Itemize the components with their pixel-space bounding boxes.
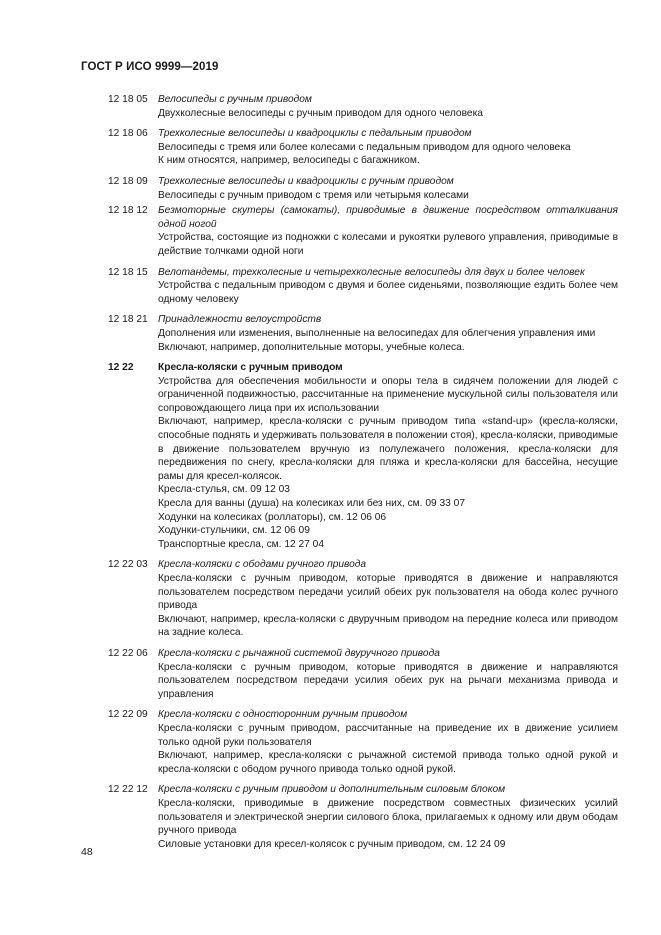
entry-12-18-06 bbox=[108, 127, 618, 168]
document-header: ГОСТ Р ИСО 9999—2019 bbox=[81, 61, 219, 73]
entry-title: Кресла-коляски с рычажной системой двуручного привода bbox=[158, 647, 440, 659]
entry-title: Принадлежности велоустройств bbox=[158, 314, 322, 326]
entry-code: 12 22 09 bbox=[108, 709, 148, 721]
entry-12-22-12 bbox=[108, 783, 618, 851]
entry-text: Кресла-коляски с ручным приводом, которые приводятся в движение и направляются пользователем посредством передачи усилия обеих рук на рычаги механизма привода и управления bbox=[158, 661, 618, 700]
entry-12-18-12 bbox=[108, 204, 618, 258]
entry-12-18-21 bbox=[108, 313, 618, 354]
entry-code: 12 22 03 bbox=[108, 559, 148, 571]
entry-text: Устройства для обеспечения мобильности и опоры тела в сидячем положении для людей с ограниченной подвижностью, рассчитанные на применение мускульной силы пользователя или сопровождающего лица при их использовании bbox=[158, 375, 618, 414]
cross-reference: Силовые установки для кресел-колясок с ручным приводом, см. 12 24 09 bbox=[158, 838, 506, 850]
entry-title: Велосипеды с ручным приводом bbox=[158, 94, 312, 105]
entry-code: 12 18 09 bbox=[108, 175, 148, 187]
entry-text: Велосипеды с ручным приводом с тремя или четырьмя колесами bbox=[158, 189, 469, 201]
entry-text: Включают, например, кресла-коляски с двуручным приводом на передние колеса или приводом на задние колеса. bbox=[158, 613, 618, 639]
entry-12-18-05 bbox=[108, 93, 618, 120]
entry-code: 12 18 12 bbox=[108, 205, 148, 217]
entry-text: Кресла-коляски с ручным приводом, которые приводятся в движение и направляются пользователем посредством передачи усилий обеих рук пользователя на обода колес ручного привода bbox=[158, 573, 618, 612]
cross-reference: Ходунки на колесиках (роллаторы), см. 12 06 06 bbox=[158, 511, 387, 523]
entry-title: Безмоторные скутеры (самокаты), приводимые в движение посредством отталкивания одной ногой bbox=[158, 205, 618, 230]
cross-reference: Ходунки-стульчики, см. 12 06 09 bbox=[158, 525, 310, 537]
entry-code: 12 22 12 bbox=[108, 784, 148, 796]
cross-reference: Транспортные кресла, см. 12 27 04 bbox=[158, 538, 325, 550]
entry-code: 12 18 05 bbox=[108, 94, 148, 105]
entry-12-18-15 bbox=[108, 266, 618, 307]
entry-title: Велотандемы, трехколесные и четырехколесные велосипеды для двух и более человек bbox=[158, 266, 585, 278]
entry-text: Кресла-коляски, приводимые в движение посредством совместных физических усилий пользователя и электрической энергии силового блока, прилагаемых к одному или двум ободам ручного привода bbox=[158, 797, 618, 837]
entry-text: Кресла-коляски с ручным приводом, рассчитанные на приведение их в движение усилием только одной руки пользователя bbox=[158, 722, 618, 748]
entry-title: Кресла-коляски с односторонним ручным приводом bbox=[158, 709, 408, 721]
entry-code: 12 18 21 bbox=[108, 314, 148, 326]
entry-text: Включают, например, кресла-коляски с ручным приводом типа «stand-up» (кресла-коляски, способные поднять и удерживать пользователя в положении стоя), кресла-коляски, приводимые в движение пользователем вручную из полулежачего положения, кресла-коляски для передвижения по снегу, кресла-коляски для пляжа и кресла-коляски для бассейна, несущие рамы для кресел-колясок. bbox=[158, 416, 618, 482]
entry-text: К ним относятся, например, велосипеды с багажником. bbox=[158, 155, 420, 167]
entry-text: Устройства с педальным приводом с двумя и более сиденьями, позволяющие ездить более чем одному человеку bbox=[158, 280, 618, 305]
entry-text: Устройства, состоящие из подножки с колесами и рукоятки рулевого управления, приводимые в действие толчками одной ноги bbox=[158, 232, 618, 257]
entry-title: Трехколесные велосипеды и квадроциклы с педальным приводом bbox=[158, 128, 472, 140]
entry-title: Кресла-коляски с ручным приводом bbox=[158, 362, 343, 374]
entry-12-22-03 bbox=[108, 558, 618, 640]
entry-code: 12 22 bbox=[108, 362, 134, 374]
entry-12-22-06 bbox=[108, 647, 618, 701]
page-number: 48 bbox=[81, 846, 93, 858]
entry-code: 12 22 06 bbox=[108, 647, 148, 659]
entry-code: 12 18 06 bbox=[108, 128, 148, 140]
entry-text: Двухколесные велосипеды с ручным приводом для одного человека bbox=[158, 107, 483, 119]
entry-text: Включают, например, дополнительные моторы, учебные колеса. bbox=[158, 341, 465, 353]
entry-text: Включают, например, кресла-коляски с рычажной системой привода только одной рукой и кресла-коляски с ободом ручного привода только одной рукой. bbox=[158, 750, 618, 775]
classification-list bbox=[108, 93, 618, 858]
entry-code: 12 18 15 bbox=[108, 266, 148, 278]
entry-12-18-09 bbox=[108, 175, 618, 202]
cross-reference: Кресла для ванны (душа) на колесиках или без них, см. 09 33 07 bbox=[158, 498, 466, 510]
entry-12-22-09 bbox=[108, 708, 618, 776]
entry-text: Велосипеды с тремя или более колесами с педальным приводом для одного человека bbox=[158, 141, 571, 153]
cross-reference: Кресла-стулья, см. 09 12 03 bbox=[158, 484, 290, 496]
entry-12-22 bbox=[108, 361, 618, 551]
entry-title: Кресла-коляски с ободами ручного привода bbox=[158, 559, 367, 571]
entry-title: Кресла-коляски с ручным приводом и дополнительным силовым блоком bbox=[158, 784, 506, 796]
entry-title: Трехколесные велосипеды и квадроциклы с ручным приводом bbox=[158, 175, 454, 187]
entry-text: Дополнения или изменения, выполненные на велосипедах для облегчения управления ими bbox=[158, 327, 596, 339]
